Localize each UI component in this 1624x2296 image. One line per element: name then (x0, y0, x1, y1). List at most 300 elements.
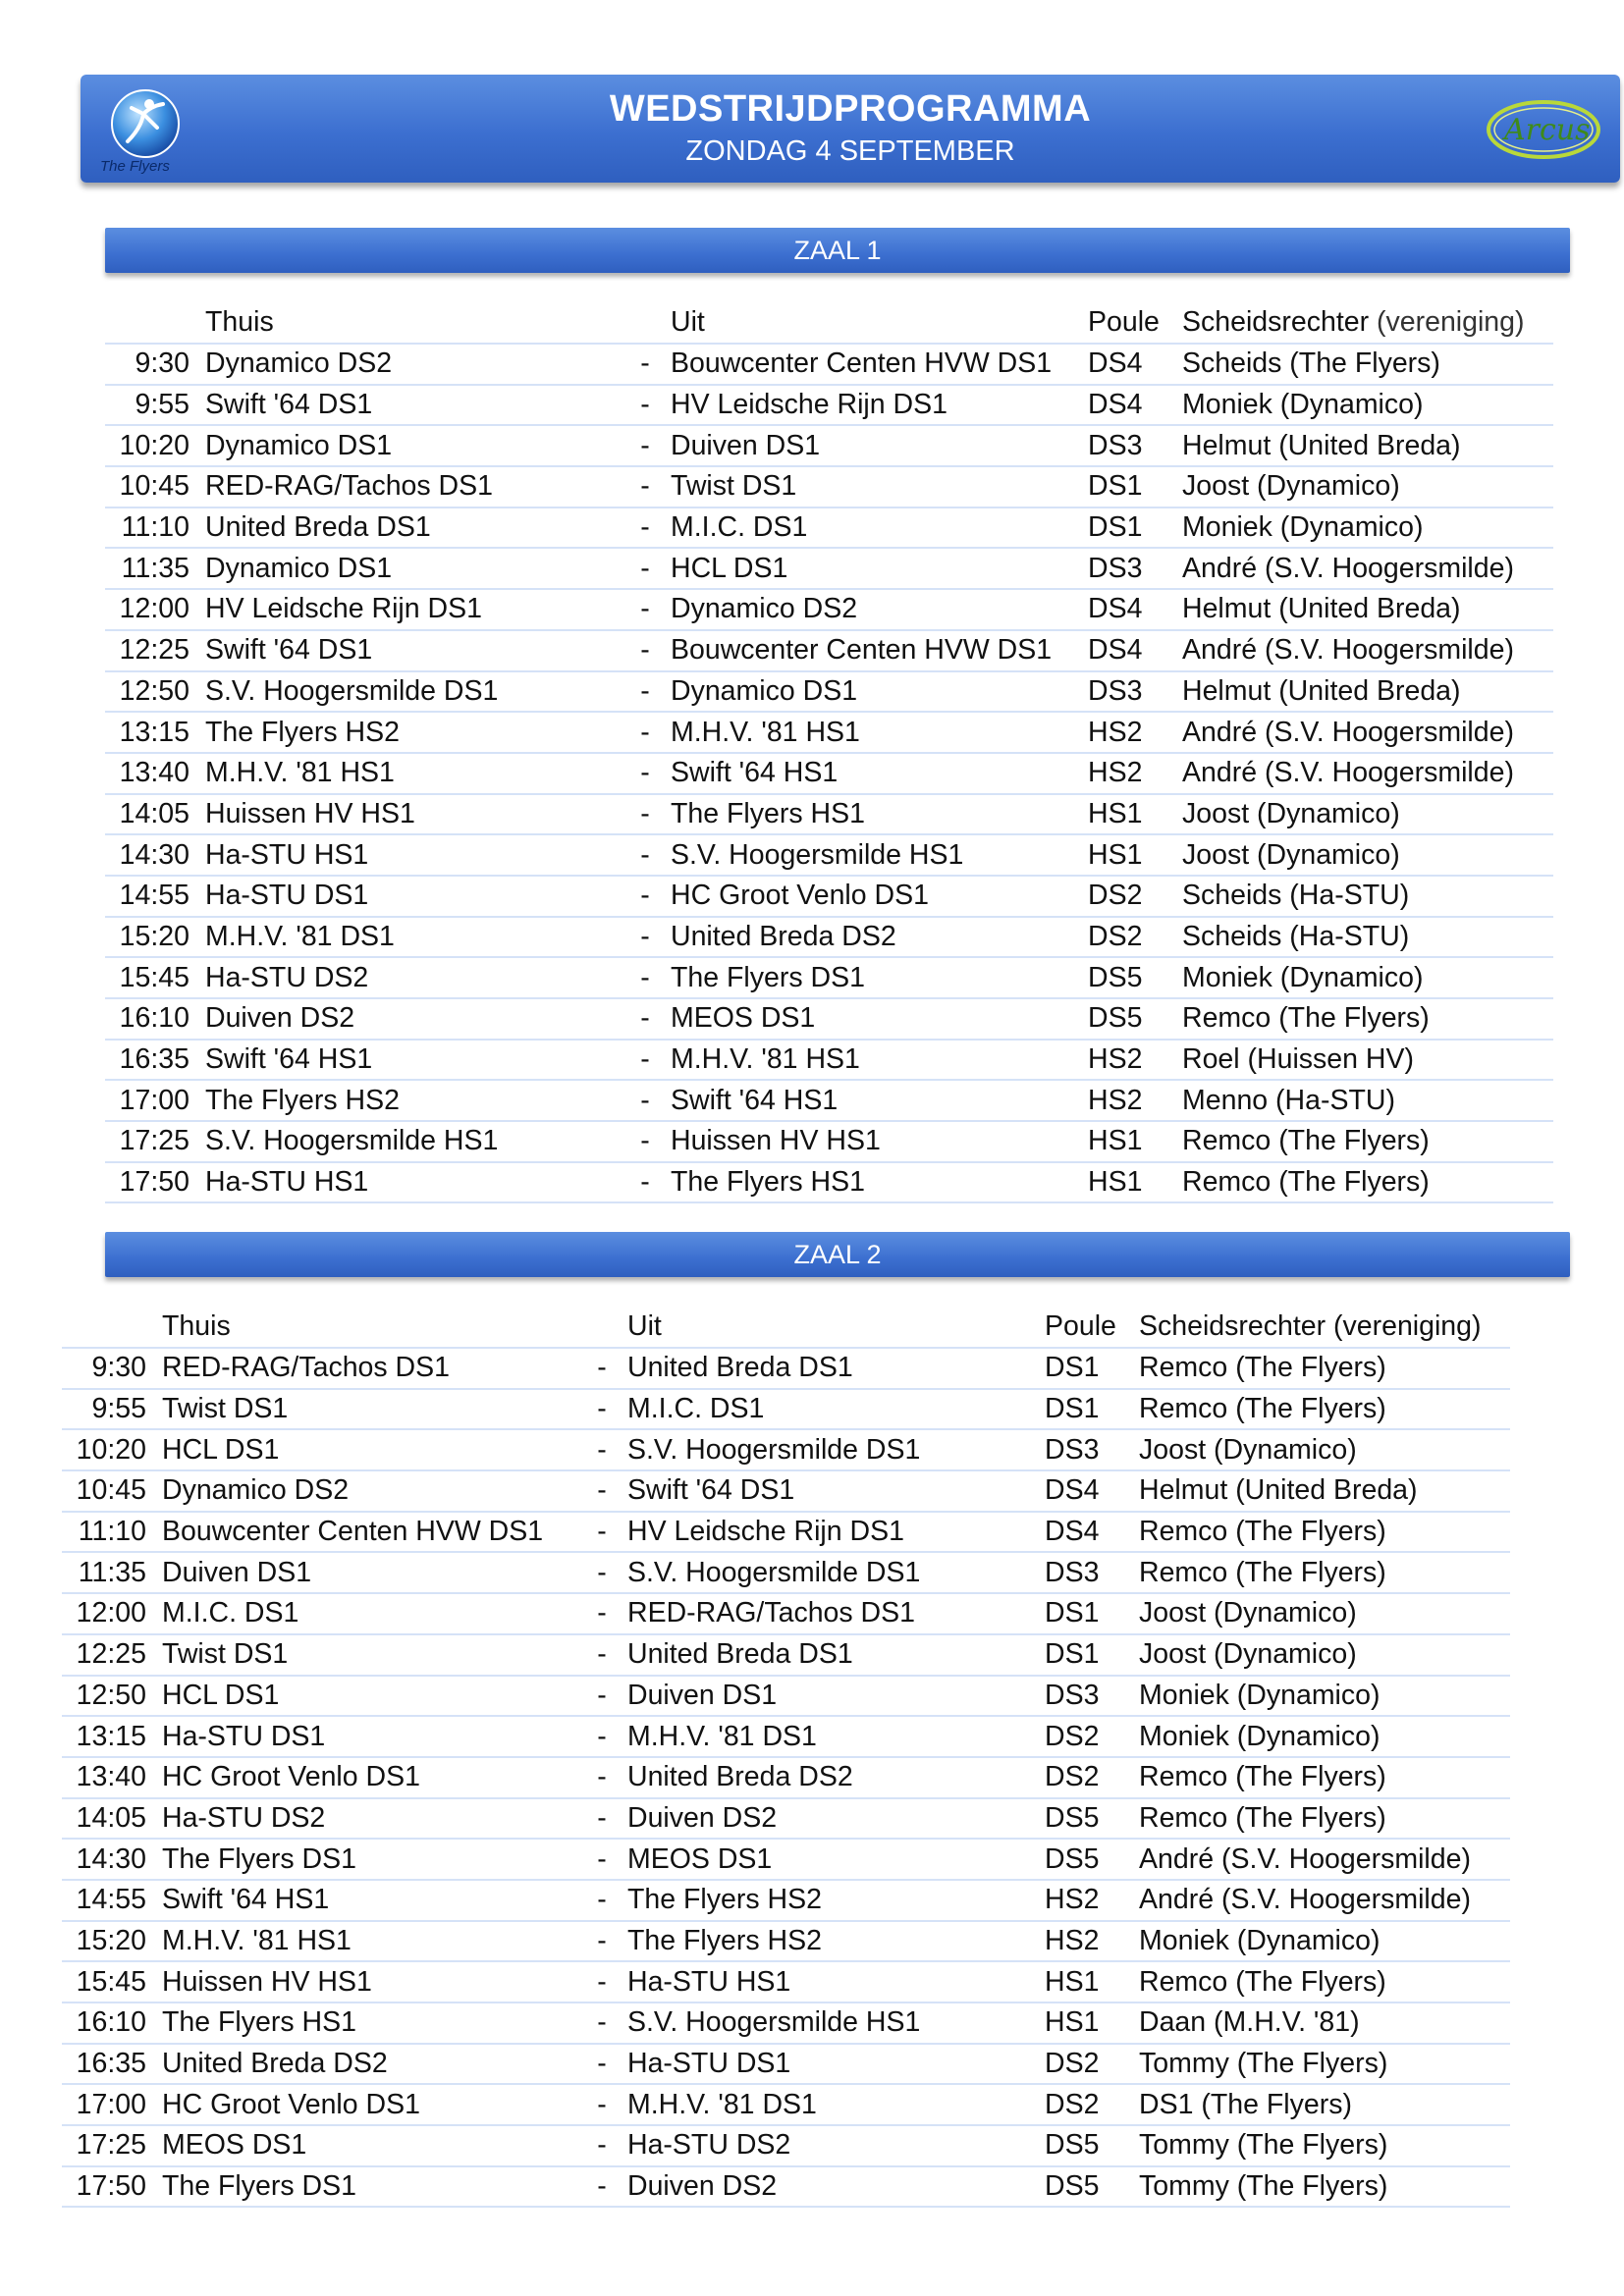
separator-dash: - (576, 1634, 627, 1676)
home-team: Swift '64 HS1 (205, 1040, 620, 1081)
poule: HS1 (1088, 1162, 1182, 1203)
separator-dash: - (620, 876, 671, 917)
poule: HS1 (1088, 834, 1182, 876)
poule: DS4 (1088, 385, 1182, 426)
table-row (62, 1634, 1510, 1676)
match-time: 11:35 (62, 1552, 162, 1593)
home-team: S.V. Hoogersmilde DS1 (205, 671, 620, 713)
table-row (62, 1716, 1510, 1757)
poule: DS4 (1088, 589, 1182, 630)
table-row (62, 1676, 1510, 1717)
separator-dash: - (620, 548, 671, 589)
match-time: 11:35 (105, 548, 205, 589)
table-row (62, 1593, 1510, 1634)
away-team: S.V. Hoogersmilde HS1 (671, 834, 1088, 876)
home-team: The Flyers HS2 (205, 1080, 620, 1121)
table-row (62, 1389, 1510, 1430)
separator-dash: - (576, 1552, 627, 1593)
table-row (105, 344, 1553, 385)
referee: Remco (The Flyers) (1139, 1798, 1510, 1840)
away-team: Twist DS1 (671, 466, 1088, 507)
referee: Joost (Dynamico) (1139, 1593, 1510, 1634)
home-team: M.H.V. '81 HS1 (162, 1921, 576, 1962)
zaal-1-table (105, 301, 1553, 1203)
table-row (105, 466, 1553, 507)
poule: DS2 (1088, 917, 1182, 958)
table-row (105, 1162, 1553, 1203)
table-row (105, 794, 1553, 835)
table-row (62, 1961, 1510, 2002)
separator-dash: - (576, 1757, 627, 1798)
away-team: The Flyers HS2 (627, 1921, 1045, 1962)
referee: Remco (The Flyers) (1182, 998, 1553, 1040)
zaal-2-table (62, 1306, 1510, 2208)
home-team: Swift '64 DS1 (205, 385, 620, 426)
match-time: 13:15 (105, 712, 205, 753)
referee: Scheids (The Flyers) (1182, 344, 1553, 385)
table-row (105, 630, 1553, 671)
referee: Moniek (Dynamico) (1139, 1716, 1510, 1757)
table-row (62, 2084, 1510, 2125)
referee: Joost (Dynamico) (1182, 466, 1553, 507)
referee: Joost (Dynamico) (1139, 1429, 1510, 1470)
away-team: United Breda DS1 (627, 1348, 1045, 1389)
referee: Joost (Dynamico) (1139, 1634, 1510, 1676)
home-team: Duiven DS2 (205, 998, 620, 1040)
separator-dash: - (576, 2125, 627, 2166)
table-row (105, 917, 1553, 958)
home-team: Dynamico DS1 (205, 548, 620, 589)
separator-dash: - (576, 1921, 627, 1962)
poule: DS2 (1088, 876, 1182, 917)
referee: Menno (Ha-STU) (1182, 1080, 1553, 1121)
away-team: MEOS DS1 (671, 998, 1088, 1040)
referee: Remco (The Flyers) (1139, 1552, 1510, 1593)
home-team: Dynamico DS2 (162, 1470, 576, 1512)
away-team: Ha-STU DS1 (627, 2044, 1045, 2085)
referee: Moniek (Dynamico) (1139, 1676, 1510, 1717)
separator-dash: - (620, 1162, 671, 1203)
col-scheidsrechter: Scheidsrechter (vereniging) (1139, 1306, 1510, 1348)
referee: Moniek (Dynamico) (1139, 1921, 1510, 1962)
poule: HS2 (1088, 753, 1182, 794)
col-scheidsrechter: Scheidsrechter (vereniging) (1182, 301, 1553, 344)
separator-dash: - (576, 1429, 627, 1470)
poule: DS5 (1045, 1798, 1139, 1840)
arcus-logo (1483, 94, 1602, 165)
match-time: 10:45 (105, 466, 205, 507)
table-row (62, 2125, 1510, 2166)
poule: DS1 (1088, 466, 1182, 507)
poule: HS2 (1045, 1921, 1139, 1962)
poule: DS2 (1045, 2084, 1139, 2125)
separator-dash: - (620, 957, 671, 998)
table-header-row (62, 1306, 1510, 1348)
match-time: 15:45 (105, 957, 205, 998)
poule: DS5 (1045, 2125, 1139, 2166)
home-team: HV Leidsche Rijn DS1 (205, 589, 620, 630)
home-team: The Flyers HS1 (162, 2002, 576, 2044)
referee: Scheids (Ha-STU) (1182, 917, 1553, 958)
referee: Helmut (United Breda) (1182, 589, 1553, 630)
separator-dash: - (576, 1348, 627, 1389)
away-team: HV Leidsche Rijn DS1 (627, 1512, 1045, 1553)
away-team: M.H.V. '81 DS1 (627, 1716, 1045, 1757)
match-time: 9:55 (62, 1389, 162, 1430)
away-team: HV Leidsche Rijn DS1 (671, 385, 1088, 426)
table-row (62, 1470, 1510, 1512)
zaal-2-bar: ZAAL 2 (105, 1232, 1570, 1277)
home-team: United Breda DS1 (205, 507, 620, 549)
poule: HS1 (1045, 2002, 1139, 2044)
referee: Tommy (The Flyers) (1139, 2125, 1510, 2166)
match-time: 10:45 (62, 1470, 162, 1512)
separator-dash: - (620, 1040, 671, 1081)
separator-dash: - (576, 2044, 627, 2085)
separator-dash: - (576, 1512, 627, 1553)
separator-dash: - (620, 425, 671, 466)
match-time: 14:55 (62, 1880, 162, 1921)
match-time: 17:25 (62, 2125, 162, 2166)
home-team: Ha-STU HS1 (205, 1162, 620, 1203)
table-row (62, 1921, 1510, 1962)
table-row (105, 998, 1553, 1040)
match-time: 13:15 (62, 1716, 162, 1757)
referee: Moniek (Dynamico) (1182, 957, 1553, 998)
table-row (105, 1121, 1553, 1162)
poule: DS3 (1088, 671, 1182, 713)
separator-dash: - (576, 1676, 627, 1717)
home-team: M.H.V. '81 DS1 (205, 917, 620, 958)
away-team: M.H.V. '81 DS1 (627, 2084, 1045, 2125)
referee: André (S.V. Hoogersmilde) (1139, 1880, 1510, 1921)
away-team: Duiven DS2 (627, 2166, 1045, 2208)
table-row (62, 1552, 1510, 1593)
home-team: Ha-STU DS2 (162, 1798, 576, 1840)
table-header-row (105, 301, 1553, 344)
away-team: HC Groot Venlo DS1 (671, 876, 1088, 917)
match-time: 17:00 (62, 2084, 162, 2125)
home-team: Duiven DS1 (162, 1552, 576, 1593)
separator-dash: - (620, 998, 671, 1040)
separator-dash: - (576, 1961, 627, 2002)
poule: DS2 (1045, 2044, 1139, 2085)
match-time: 13:40 (62, 1757, 162, 1798)
table-row (105, 1040, 1553, 1081)
match-time: 15:20 (105, 917, 205, 958)
referee: Remco (The Flyers) (1139, 1961, 1510, 2002)
referee: Joost (Dynamico) (1182, 834, 1553, 876)
away-team: M.I.C. DS1 (627, 1389, 1045, 1430)
poule: HS2 (1088, 712, 1182, 753)
separator-dash: - (576, 2166, 627, 2208)
away-team: United Breda DS1 (627, 1634, 1045, 1676)
separator-dash: - (620, 712, 671, 753)
match-time: 9:30 (62, 1348, 162, 1389)
table-row (62, 1429, 1510, 1470)
match-time: 10:20 (62, 1429, 162, 1470)
home-team: M.I.C. DS1 (162, 1593, 576, 1634)
home-team: Dynamico DS1 (205, 425, 620, 466)
home-team: The Flyers HS2 (205, 712, 620, 753)
match-time: 9:30 (105, 344, 205, 385)
away-team: Swift '64 DS1 (627, 1470, 1045, 1512)
separator-dash: - (620, 671, 671, 713)
home-team: United Breda DS2 (162, 2044, 576, 2085)
match-time: 13:40 (105, 753, 205, 794)
table-row (62, 1880, 1510, 1921)
referee: Moniek (Dynamico) (1182, 385, 1553, 426)
separator-dash: - (576, 1470, 627, 1512)
page-subtitle: ZONDAG 4 SEPTEMBER (685, 135, 1015, 167)
poule: DS4 (1045, 1470, 1139, 1512)
home-team: RED-RAG/Tachos DS1 (205, 466, 620, 507)
away-team: S.V. Hoogersmilde DS1 (627, 1552, 1045, 1593)
match-time: 11:10 (105, 507, 205, 549)
referee: Remco (The Flyers) (1139, 1757, 1510, 1798)
poule: DS5 (1088, 998, 1182, 1040)
poule: HS2 (1045, 1880, 1139, 1921)
poule: DS4 (1045, 1512, 1139, 1553)
away-team: The Flyers HS1 (671, 1162, 1088, 1203)
home-team: Ha-STU DS1 (205, 876, 620, 917)
table-row (105, 589, 1553, 630)
referee: Helmut (United Breda) (1182, 671, 1553, 713)
match-time: 14:05 (62, 1798, 162, 1840)
referee: Remco (The Flyers) (1182, 1121, 1553, 1162)
poule: DS1 (1045, 1389, 1139, 1430)
home-team: HCL DS1 (162, 1429, 576, 1470)
referee: André (S.V. Hoogersmilde) (1139, 1839, 1510, 1880)
table-row (105, 1080, 1553, 1121)
separator-dash: - (576, 1716, 627, 1757)
away-team: HCL DS1 (671, 548, 1088, 589)
home-team: Twist DS1 (162, 1634, 576, 1676)
separator-dash: - (620, 466, 671, 507)
match-time: 10:20 (105, 425, 205, 466)
referee: Roel (Huissen HV) (1182, 1040, 1553, 1081)
separator-dash: - (620, 1080, 671, 1121)
away-team: RED-RAG/Tachos DS1 (627, 1593, 1045, 1634)
separator-dash: - (576, 1389, 627, 1430)
poule: DS1 (1045, 1348, 1139, 1389)
poule: DS5 (1088, 957, 1182, 998)
away-team: Dynamico DS1 (671, 671, 1088, 713)
away-team: Swift '64 HS1 (671, 1080, 1088, 1121)
referee: Scheids (Ha-STU) (1182, 876, 1553, 917)
table-row (62, 2002, 1510, 2044)
match-time: 17:00 (105, 1080, 205, 1121)
table-row (105, 507, 1553, 549)
poule: DS2 (1045, 1716, 1139, 1757)
away-team: The Flyers DS1 (671, 957, 1088, 998)
away-team: M.I.C. DS1 (671, 507, 1088, 549)
separator-dash: - (620, 1121, 671, 1162)
match-time: 12:25 (62, 1634, 162, 1676)
home-team: M.H.V. '81 HS1 (205, 753, 620, 794)
home-team: Swift '64 HS1 (162, 1880, 576, 1921)
table-row (62, 2166, 1510, 2208)
away-team: Bouwcenter Centen HVW DS1 (671, 630, 1088, 671)
away-team: Duiven DS2 (627, 1798, 1045, 1840)
home-team: Twist DS1 (162, 1389, 576, 1430)
home-team: RED-RAG/Tachos DS1 (162, 1348, 576, 1389)
referee: Remco (The Flyers) (1139, 1389, 1510, 1430)
away-team: S.V. Hoogersmilde HS1 (627, 2002, 1045, 2044)
referee: André (S.V. Hoogersmilde) (1182, 630, 1553, 671)
poule: DS3 (1088, 548, 1182, 589)
home-team: Bouwcenter Centen HVW DS1 (162, 1512, 576, 1553)
match-time: 12:50 (62, 1676, 162, 1717)
home-team: HC Groot Venlo DS1 (162, 1757, 576, 1798)
match-time: 12:25 (105, 630, 205, 671)
match-time: 11:10 (62, 1512, 162, 1553)
separator-dash: - (620, 794, 671, 835)
home-team: HCL DS1 (162, 1676, 576, 1717)
referee: André (S.V. Hoogersmilde) (1182, 548, 1553, 589)
referee: Remco (The Flyers) (1182, 1162, 1553, 1203)
page-title: WEDSTRIJDPROGRAMMA (609, 88, 1092, 130)
table-row (62, 1512, 1510, 1553)
table-row (62, 1757, 1510, 1798)
table-row (105, 548, 1553, 589)
poule: DS3 (1045, 1552, 1139, 1593)
table-row (105, 876, 1553, 917)
poule: HS1 (1045, 1961, 1139, 2002)
match-time: 17:50 (62, 2166, 162, 2208)
referee: Tommy (The Flyers) (1139, 2044, 1510, 2085)
home-team: Dynamico DS2 (205, 344, 620, 385)
referee: Moniek (Dynamico) (1182, 507, 1553, 549)
away-team: MEOS DS1 (627, 1839, 1045, 1880)
away-team: Duiven DS1 (627, 1676, 1045, 1717)
match-time: 12:00 (105, 589, 205, 630)
poule: HS2 (1088, 1080, 1182, 1121)
table-row (105, 957, 1553, 998)
separator-dash: - (620, 753, 671, 794)
table-row (105, 425, 1553, 466)
home-team: Swift '64 DS1 (205, 630, 620, 671)
referee: Remco (The Flyers) (1139, 1512, 1510, 1553)
poule: DS2 (1045, 1757, 1139, 1798)
zaal-1-bar: ZAAL 1 (105, 228, 1570, 273)
match-time: 14:30 (62, 1839, 162, 1880)
separator-dash: - (576, 2002, 627, 2044)
poule: HS2 (1088, 1040, 1182, 1081)
home-team: Ha-STU DS1 (162, 1716, 576, 1757)
away-team: Swift '64 HS1 (671, 753, 1088, 794)
col-uit: Uit (671, 301, 1088, 344)
home-team: S.V. Hoogersmilde HS1 (205, 1121, 620, 1162)
poule: DS5 (1045, 1839, 1139, 1880)
home-team: The Flyers DS1 (162, 1839, 576, 1880)
home-team: Huissen HV HS1 (162, 1961, 576, 2002)
table-row (62, 1798, 1510, 1840)
away-team: Bouwcenter Centen HVW DS1 (671, 344, 1088, 385)
away-team: Dynamico DS2 (671, 589, 1088, 630)
separator-dash: - (576, 1798, 627, 1840)
referee: André (S.V. Hoogersmilde) (1182, 712, 1553, 753)
referee: Joost (Dynamico) (1182, 794, 1553, 835)
separator-dash: - (620, 507, 671, 549)
away-team: M.H.V. '81 HS1 (671, 712, 1088, 753)
separator-dash: - (576, 2084, 627, 2125)
table-row (105, 712, 1553, 753)
match-time: 14:30 (105, 834, 205, 876)
separator-dash: - (576, 1880, 627, 1921)
poule: DS4 (1088, 344, 1182, 385)
match-time: 16:10 (105, 998, 205, 1040)
referee: Helmut (United Breda) (1139, 1470, 1510, 1512)
separator-dash: - (620, 630, 671, 671)
separator-dash: - (620, 917, 671, 958)
referee: Helmut (United Breda) (1182, 425, 1553, 466)
match-time: 14:05 (105, 794, 205, 835)
match-time: 16:10 (62, 2002, 162, 2044)
table-row (105, 834, 1553, 876)
match-time: 14:55 (105, 876, 205, 917)
poule: DS1 (1088, 507, 1182, 549)
match-time: 12:50 (105, 671, 205, 713)
svg-text:Arcus: Arcus (1504, 113, 1591, 147)
home-team: The Flyers DS1 (162, 2166, 576, 2208)
separator-dash: - (620, 834, 671, 876)
away-team: Huissen HV HS1 (671, 1121, 1088, 1162)
poule: DS3 (1088, 425, 1182, 466)
away-team: The Flyers HS1 (671, 794, 1088, 835)
zaal-2-rows (62, 1348, 1510, 2207)
col-poule: Poule (1045, 1306, 1139, 1348)
col-thuis: Thuis (205, 301, 620, 344)
separator-dash: - (576, 1839, 627, 1880)
poule: DS3 (1045, 1429, 1139, 1470)
away-team: M.H.V. '81 HS1 (671, 1040, 1088, 1081)
referee: Daan (M.H.V. '81) (1139, 2002, 1510, 2044)
away-team: S.V. Hoogersmilde DS1 (627, 1429, 1045, 1470)
referee: DS1 (The Flyers) (1139, 2084, 1510, 2125)
poule: HS1 (1088, 1121, 1182, 1162)
home-team: Huissen HV HS1 (205, 794, 620, 835)
home-team: HC Groot Venlo DS1 (162, 2084, 576, 2125)
match-time: 16:35 (62, 2044, 162, 2085)
col-uit: Uit (627, 1306, 1045, 1348)
away-team: Ha-STU DS2 (627, 2125, 1045, 2166)
match-time: 17:25 (105, 1121, 205, 1162)
poule: DS3 (1045, 1676, 1139, 1717)
away-team: Duiven DS1 (671, 425, 1088, 466)
table-row (105, 671, 1553, 713)
match-time: 17:50 (105, 1162, 205, 1203)
separator-dash: - (576, 1593, 627, 1634)
away-team: Ha-STU HS1 (627, 1961, 1045, 2002)
match-time: 16:35 (105, 1040, 205, 1081)
separator-dash: - (620, 589, 671, 630)
separator-dash: - (620, 344, 671, 385)
away-team: The Flyers HS2 (627, 1880, 1045, 1921)
away-team: United Breda DS2 (671, 917, 1088, 958)
home-team: MEOS DS1 (162, 2125, 576, 2166)
poule: DS1 (1045, 1593, 1139, 1634)
match-time: 9:55 (105, 385, 205, 426)
table-row (105, 753, 1553, 794)
separator-dash: - (620, 385, 671, 426)
svg-text:The Flyers: The Flyers (100, 158, 170, 175)
referee: Tommy (The Flyers) (1139, 2166, 1510, 2208)
zaal-1-rows (105, 344, 1553, 1202)
home-team: Ha-STU DS2 (205, 957, 620, 998)
away-team: United Breda DS2 (627, 1757, 1045, 1798)
table-row (62, 1839, 1510, 1880)
